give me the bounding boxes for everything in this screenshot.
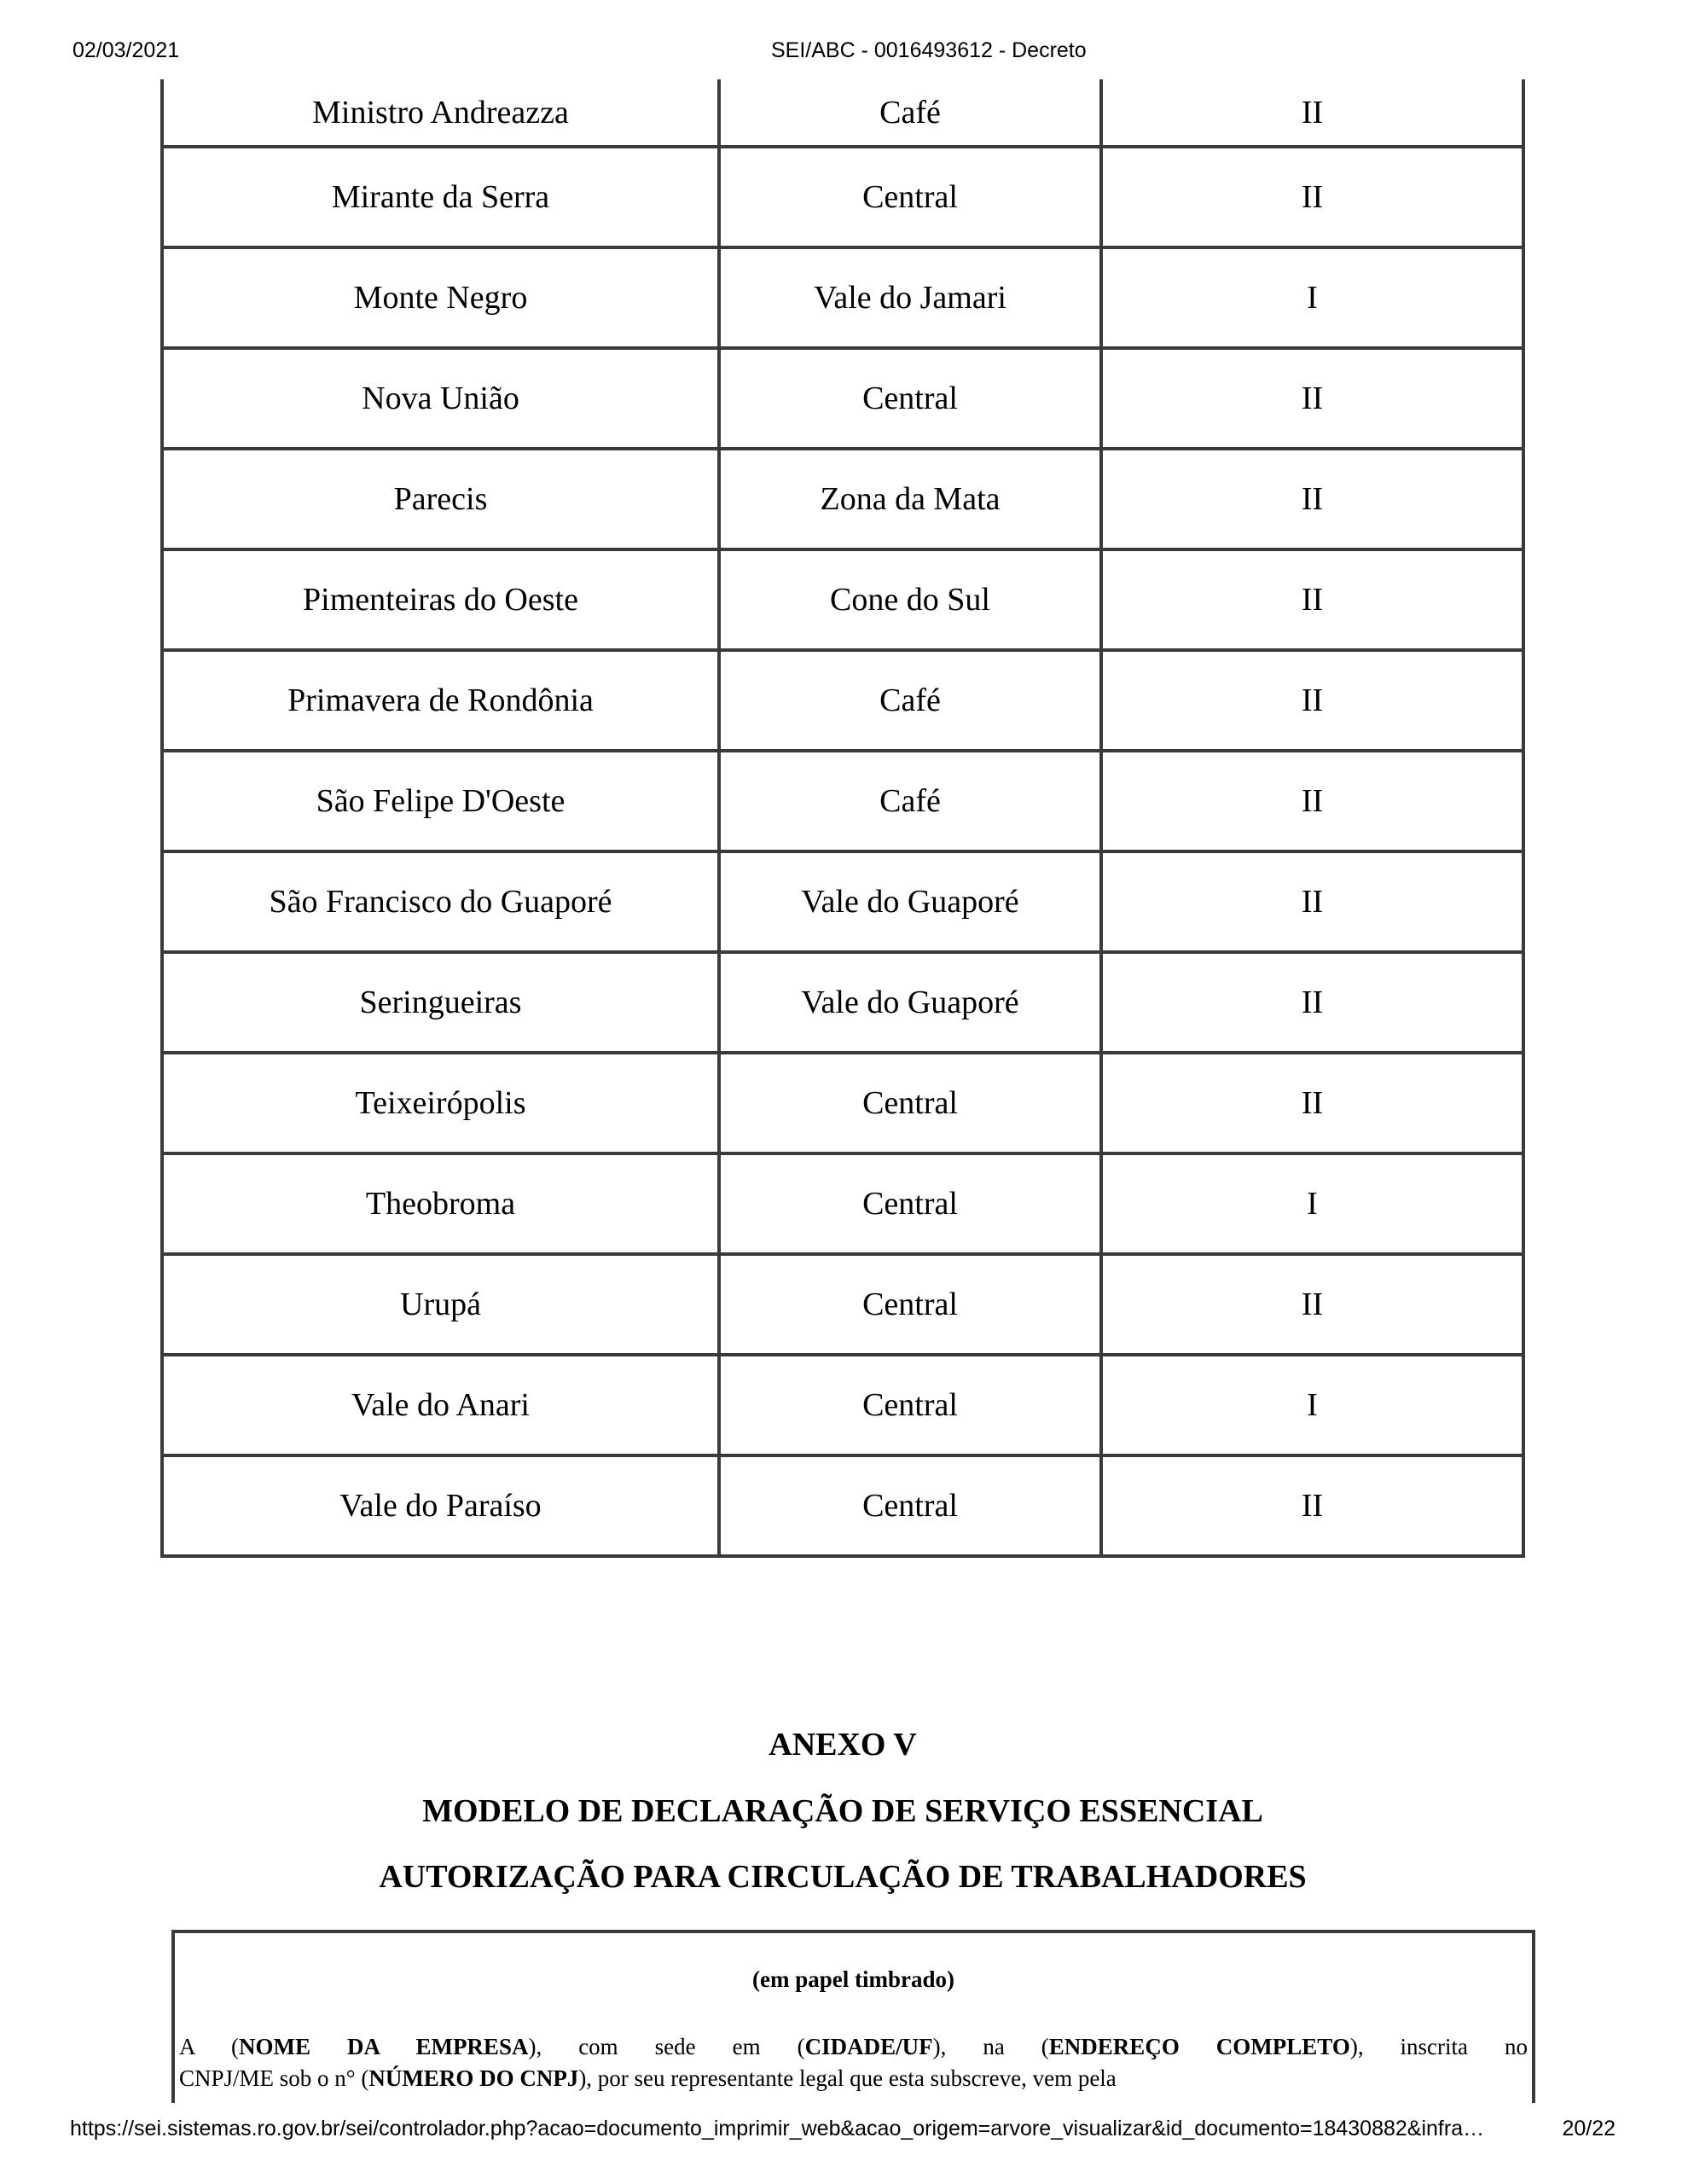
letterhead-note: (em papel timbrado) [752, 1966, 954, 1992]
region-cell: Café [719, 79, 1101, 147]
table-row [162, 1153, 1523, 1254]
category-cell: II [1101, 348, 1523, 449]
region-cell: Zona da Mata [719, 449, 1101, 549]
table-row [162, 348, 1523, 449]
municipality-cell: Mirante da Serra [162, 147, 719, 247]
municipality-region-table [160, 79, 1525, 1558]
table-row [162, 1355, 1523, 1455]
table-row [162, 79, 1523, 147]
category-cell: II [1101, 1254, 1523, 1355]
municipality-cell: Ministro Andreazza [162, 79, 719, 147]
municipality-cell: São Francisco do Guaporé [162, 851, 719, 952]
table-row [162, 650, 1523, 751]
table-row [162, 1053, 1523, 1153]
category-cell: II [1101, 952, 1523, 1053]
municipality-cell: Nova União [162, 348, 719, 449]
header-title: SEI/ABC - 0016493612 - Decreto [771, 38, 1087, 62]
region-cell: Vale do Guaporé [719, 952, 1101, 1053]
region-cell: Central [719, 147, 1101, 247]
region-cell: Central [719, 1455, 1101, 1556]
municipality-cell: Pimenteiras do Oeste [162, 549, 719, 650]
region-cell: Vale do Jamari [719, 247, 1101, 348]
category-cell: II [1101, 449, 1523, 549]
declaration-text: ), com sede em ( [528, 2034, 805, 2059]
footer-page-number: 20/22 [1562, 2117, 1615, 2140]
category-cell: I [1101, 247, 1523, 348]
table-row [162, 851, 1523, 952]
region-cell: Vale do Guaporé [719, 851, 1101, 952]
region-cell: Café [719, 751, 1101, 851]
declaration-text: A ( [179, 2034, 239, 2059]
table-row [162, 147, 1523, 247]
declaration-placeholder: NÚMERO DO CNPJ [368, 2065, 579, 2091]
region-cell: Central [719, 1254, 1101, 1355]
category-cell: II [1101, 1455, 1523, 1556]
region-cell: Café [719, 650, 1101, 751]
municipality-cell: São Felipe D'Oeste [162, 751, 719, 851]
declaration-placeholder: CIDADE/UF [804, 2034, 933, 2059]
municipality-cell: Theobroma [162, 1153, 719, 1254]
region-cell: Central [719, 1153, 1101, 1254]
letterhead-declaration-box [171, 1930, 1535, 2103]
region-cell: Central [719, 348, 1101, 449]
municipality-cell: Seringueiras [162, 952, 719, 1053]
category-cell: II [1101, 147, 1523, 247]
table-row [162, 751, 1523, 851]
municipality-cell: Monte Negro [162, 247, 719, 348]
annex-subtitle-model: MODELO DE DECLARAÇÃO DE SERVIÇO ESSENCIAL [422, 1793, 1263, 1829]
declaration-placeholder: ENDEREÇO COMPLETO [1048, 2034, 1350, 2059]
annex-subtitle-authorization: AUTORIZAÇÃO PARA CIRCULAÇÃO DE TRABALHADORES [379, 1859, 1307, 1895]
municipality-cell: Primavera de Rondônia [162, 650, 719, 751]
declaration-text: ), inscrita no [1349, 2034, 1528, 2059]
municipality-cell: Urupá [162, 1254, 719, 1355]
declaration-text-line-1 [179, 2031, 1528, 2063]
table-row [162, 952, 1523, 1053]
table-row [162, 549, 1523, 650]
declaration-text-line-2 [179, 2063, 1528, 2094]
declaration-text: CNPJ/ME sob o n° ( [179, 2065, 369, 2091]
table-row [162, 247, 1523, 348]
table-row [162, 1455, 1523, 1556]
category-cell: I [1101, 1355, 1523, 1455]
table-row [162, 449, 1523, 549]
category-cell: II [1101, 549, 1523, 650]
category-cell: II [1101, 1053, 1523, 1153]
category-cell: II [1101, 650, 1523, 751]
declaration-text: ), por seu representante legal que esta subscreve, vem pela [578, 2065, 1117, 2091]
municipality-cell: Teixeirópolis [162, 1053, 719, 1153]
header-date: 02/03/2021 [73, 38, 180, 62]
region-cell: Cone do Sul [719, 549, 1101, 650]
municipality-cell: Vale do Anari [162, 1355, 719, 1455]
annex-title: ANEXO V [769, 1727, 917, 1763]
region-cell: Central [719, 1053, 1101, 1153]
footer-url: https://sei.sistemas.ro.gov.br/sei/controlador.php?acao=documento_imprimir_web&acao_origem=arvore_visualizar&id_documento=18430882&infra… [70, 2117, 1485, 2140]
region-cell: Central [719, 1355, 1101, 1455]
table-row [162, 1254, 1523, 1355]
declaration-placeholder: NOME DA EMPRESA [238, 2034, 529, 2059]
category-cell: I [1101, 1153, 1523, 1254]
municipality-cell: Vale do Paraíso [162, 1455, 719, 1556]
declaration-text: ), na ( [932, 2034, 1049, 2059]
category-cell: II [1101, 79, 1523, 147]
category-cell: II [1101, 751, 1523, 851]
category-cell: II [1101, 851, 1523, 952]
municipality-cell: Parecis [162, 449, 719, 549]
